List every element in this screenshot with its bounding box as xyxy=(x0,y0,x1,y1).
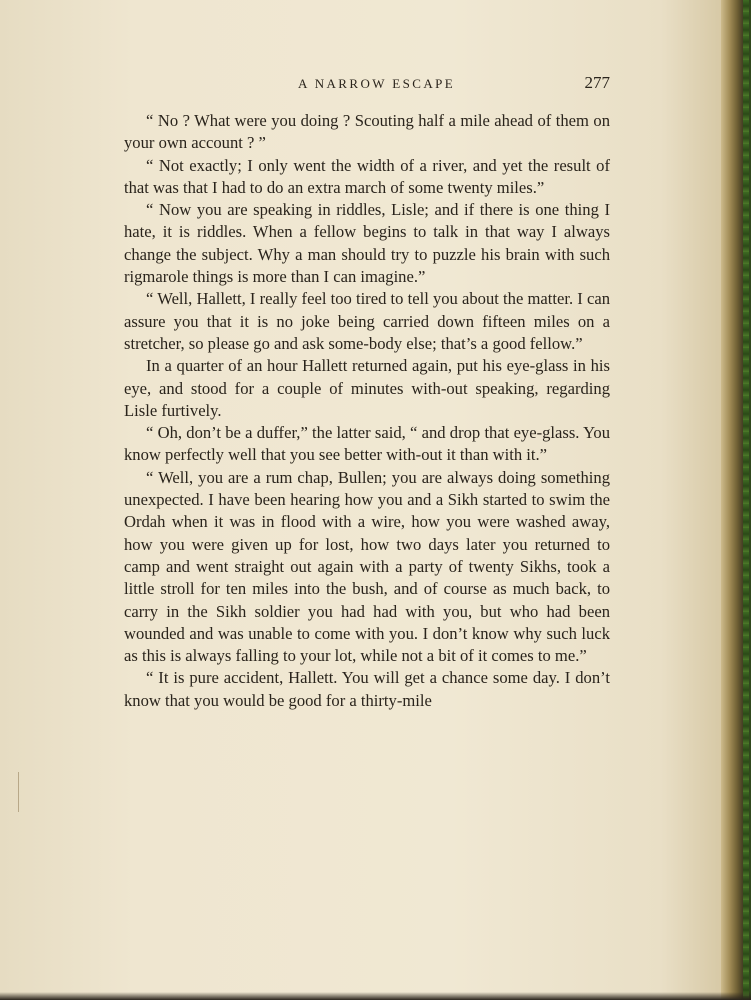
page-header xyxy=(124,73,610,96)
paragraph: “ Well, Hallett, I really feel too tired to tell you about the matter. I can assure you that it is no joke being carried down fifteen miles on a stretcher, so please go and ask some-body else; that’s a good fellow.” xyxy=(124,289,610,353)
page-number: 277 xyxy=(584,73,610,92)
paragraph: “ Oh, don’t be a duffer,” the latter said, “ and drop that eye-glass. You know perfectly well that you see better with-out it than with it.” xyxy=(124,423,610,465)
paragraph: “ No ? What were you doing ? Scouting half a mile ahead of them on your own account ? ” xyxy=(124,111,610,153)
margin-mark xyxy=(18,772,19,812)
paragraph: “ It is pure accident, Hallett. You will get a chance some day. I don’t know that you would be good for a thirty-mile xyxy=(124,668,610,710)
paragraph: “ Not exactly; I only went the width of a river, and yet the result of that was that I had to do an extra march of some twenty miles.” xyxy=(124,155,610,197)
running-head: A NARROW ESCAPE xyxy=(298,76,456,91)
paragraph: “ Well, you are a rum chap, Bullen; you are always doing something unexpected. I have been hearing how you and a Sikh started to swim the Ordah when it was in flood with a wire, how you were washed away, how you were given up for lost, how two days later you returned to camp and went straight out again with a party of twenty Sikhs, took a little stroll for ten miles into the bush, and of course as much back, to carry in the Sikh soldier you had had with you, but who had been wounded and was unable to come with you. I don’t know why such luck as this is always falling to your lot, while not a bit of it comes to me.” xyxy=(124,467,610,666)
body-text xyxy=(124,110,610,712)
paragraph: In a quarter of an hour Hallett returned again, put his eye-glass in his eye, and stood for a couple of minutes with-out speaking, regarding Lisle furtively. xyxy=(124,356,610,420)
book-binding-edge xyxy=(743,0,749,1000)
paragraph: “ Now you are speaking in riddles, Lisle; and if there is one thing I hate, it is riddles. When a fellow begins to talk in that way I always change the subject. Why a man should try to puzzle his brain with such rigmarole things is more than I can imagine.” xyxy=(124,200,610,287)
page-bottom-edge xyxy=(0,992,751,1000)
